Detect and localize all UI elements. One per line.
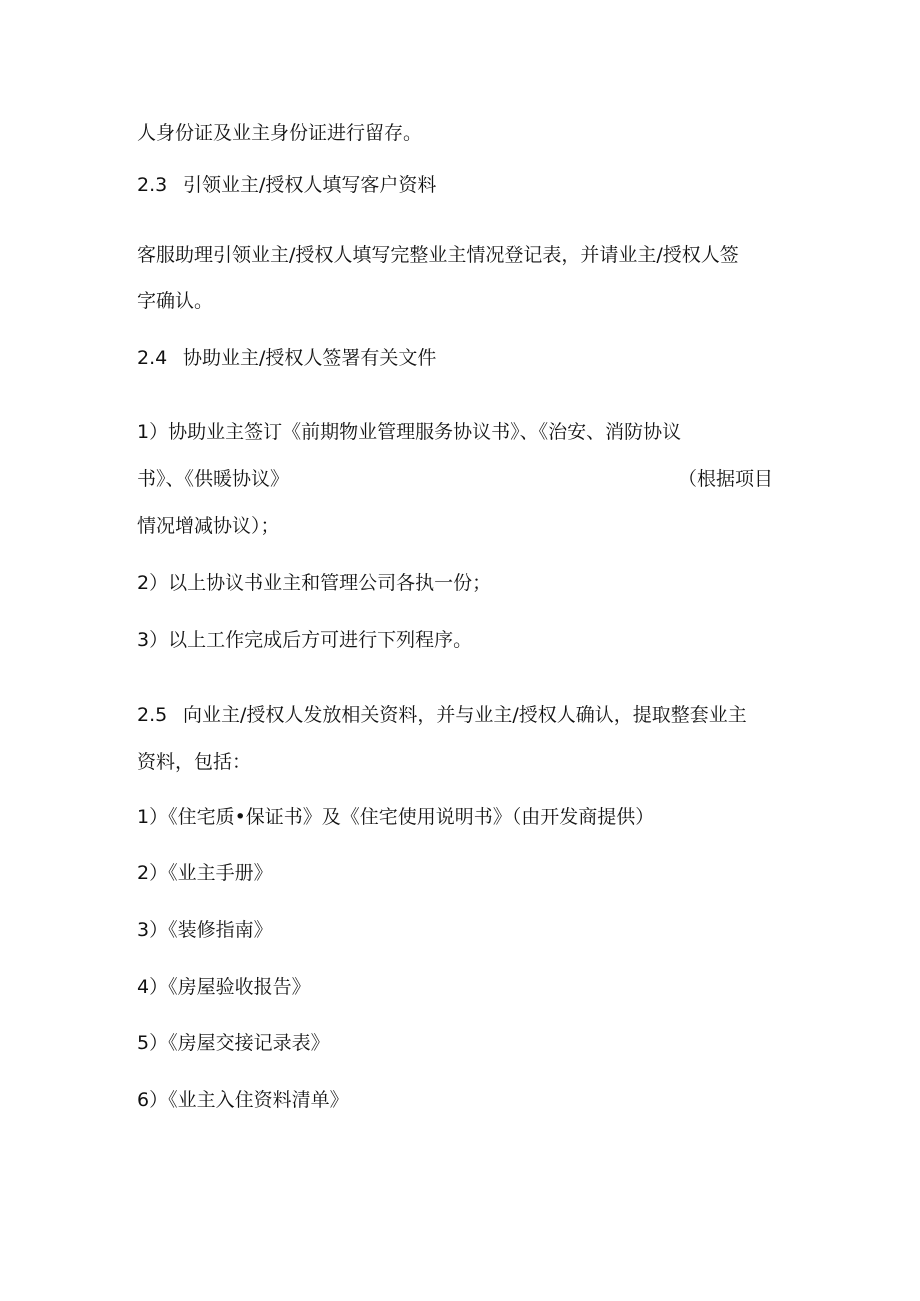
paragraph-line: 字确认。	[137, 290, 214, 312]
list-item: 4）《房屋验收报告》	[137, 976, 311, 998]
list-item: 3）《装修指南》	[137, 919, 273, 941]
list-item-continuation: 情况增减协议）；	[137, 515, 280, 537]
section-title: 向业主/授权人发放相关资料，并与业主/授权人确认，提取整套业主	[183, 704, 747, 726]
section-title: 引领业主/授权人填写客户资料	[183, 174, 437, 196]
list-item: 1）《住宅质•保证书》及《住宅使用说明书》（由开发商提供）	[137, 806, 655, 828]
text-line: 人身份证及业主身份证进行留存。	[137, 122, 423, 144]
section-heading-2-5	[137, 703, 747, 727]
list-item: 5）《房屋交接记录表》	[137, 1032, 330, 1054]
section-title: 协助业主/授权人签署有关文件	[183, 347, 437, 369]
section-heading-2-4	[137, 346, 436, 370]
list-item: 2）以上协议书业主和管理公司各执一份；	[137, 572, 492, 594]
list-item: 6）《业主入住资料清单》	[137, 1089, 349, 1111]
list-item: 2）《业主手册》	[137, 862, 273, 884]
section-number: 2.4	[137, 347, 168, 369]
list-item-text: 书》、《供暖协议》	[137, 468, 290, 490]
section-number: 2.5	[137, 704, 168, 726]
list-item-text-right: （根据项目	[678, 468, 774, 490]
paragraph-line: 客服助理引领业主/授权人填写完整业主情况登记表，并请业主/授权人签	[137, 244, 739, 266]
list-item-continuation	[137, 467, 783, 491]
section-number: 2.3	[137, 174, 168, 196]
section-title-continuation: 资料，包括：	[137, 751, 252, 773]
list-item: 1）协助业主签订《前期物业管理服务协议书》、《治安、消防协议	[137, 421, 682, 443]
list-item: 3）以上工作完成后方可进行下列程序。	[137, 629, 473, 651]
section-heading-2-3	[137, 173, 436, 197]
